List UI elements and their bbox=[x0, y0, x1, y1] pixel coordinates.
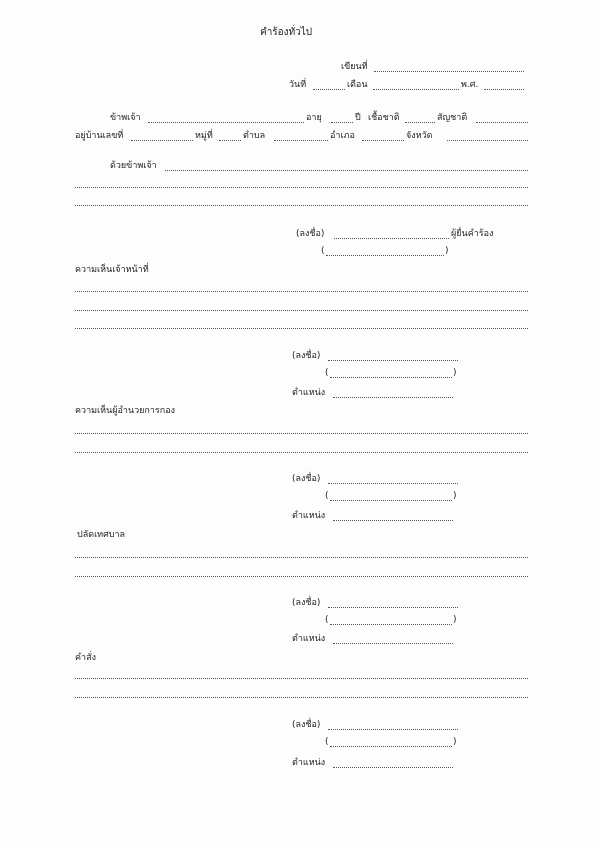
request-field-3[interactable] bbox=[75, 205, 528, 206]
house-no-label: อยู่บ้านเลขที่ bbox=[75, 131, 124, 141]
applicant-printed-name-field[interactable] bbox=[326, 255, 444, 256]
years-label: ปี bbox=[355, 113, 361, 123]
moo-field[interactable] bbox=[219, 140, 241, 141]
officer-opinion-field-2[interactable] bbox=[75, 310, 528, 311]
month-label: เดือน bbox=[347, 80, 368, 90]
officer-signature-field[interactable] bbox=[328, 360, 458, 361]
nationality-field[interactable] bbox=[476, 122, 528, 123]
director-open-paren: ( bbox=[325, 491, 329, 501]
amphoe-field[interactable] bbox=[362, 140, 404, 141]
written-at-label: เขียนที่ bbox=[341, 62, 368, 72]
house-no-field[interactable] bbox=[131, 140, 193, 141]
director-position-label: ตำแหน่ง bbox=[292, 511, 326, 521]
order-field-2[interactable] bbox=[75, 697, 528, 698]
moo-label: หมู่ที่ bbox=[195, 131, 213, 141]
order-heading: คำสั่ง bbox=[75, 653, 96, 663]
tambon-label: ตำบล bbox=[243, 131, 266, 141]
clerk-close-paren: ) bbox=[453, 615, 457, 625]
year-label: พ.ศ. bbox=[461, 80, 479, 90]
amphoe-label: อำเภอ bbox=[330, 131, 355, 141]
applicant-sign-label: (ลงชื่อ) bbox=[296, 229, 325, 239]
director-opinion-field-1[interactable] bbox=[75, 433, 528, 434]
tambon-field[interactable] bbox=[274, 140, 328, 141]
form-title: คำร้องทั่วไป bbox=[260, 27, 313, 38]
order-position-label: ตำแหน่ง bbox=[292, 758, 326, 768]
officer-close-paren: ) bbox=[453, 368, 457, 378]
officer-opinion-heading: ความเห็นเจ้าหน้าที่ bbox=[75, 265, 149, 275]
year-field[interactable] bbox=[484, 89, 524, 90]
clerk-opinion-field-2[interactable] bbox=[75, 576, 528, 577]
officer-open-paren: ( bbox=[325, 368, 329, 378]
date-label: วันที่ bbox=[289, 80, 307, 90]
officer-opinion-field-1[interactable] bbox=[75, 291, 528, 292]
order-open-paren: ( bbox=[325, 737, 329, 747]
clerk-signature-field[interactable] bbox=[328, 607, 458, 608]
officer-opinion-field-3[interactable] bbox=[75, 328, 528, 329]
director-position-field[interactable] bbox=[333, 520, 453, 521]
applicant-signature-field[interactable] bbox=[334, 238, 449, 239]
ethnicity-field[interactable] bbox=[405, 122, 435, 123]
director-opinion-field-2[interactable] bbox=[75, 452, 528, 453]
order-close-paren: ) bbox=[453, 737, 457, 747]
request-field-1[interactable] bbox=[165, 170, 528, 171]
director-close-paren: ) bbox=[453, 491, 457, 501]
officer-printed-name-field[interactable] bbox=[330, 377, 452, 378]
order-sign-label: (ลงชื่อ) bbox=[292, 720, 321, 730]
applicant-name-label: ข้าพเจ้า bbox=[110, 113, 141, 123]
applicant-role-label: ผู้ยื่นคำร้อง bbox=[451, 229, 494, 239]
request-field-2[interactable] bbox=[75, 187, 528, 188]
applicant-name-field[interactable] bbox=[148, 122, 304, 123]
written-at-field[interactable] bbox=[374, 71, 524, 72]
clerk-opinion-field-1[interactable] bbox=[75, 557, 528, 558]
order-printed-name-field[interactable] bbox=[330, 746, 452, 747]
officer-position-label: ตำแหน่ง bbox=[292, 388, 326, 398]
order-signature-field[interactable] bbox=[328, 729, 458, 730]
clerk-sign-label: (ลงชื่อ) bbox=[292, 598, 321, 608]
month-field[interactable] bbox=[373, 89, 459, 90]
province-field[interactable] bbox=[447, 140, 528, 141]
applicant-close-paren: ) bbox=[445, 246, 449, 256]
age-field[interactable] bbox=[331, 122, 353, 123]
director-printed-name-field[interactable] bbox=[330, 500, 452, 501]
order-position-field[interactable] bbox=[333, 767, 453, 768]
director-sign-label: (ลงชื่อ) bbox=[292, 474, 321, 484]
officer-position-field[interactable] bbox=[333, 397, 453, 398]
director-opinion-heading: ความเห็นผู้อำนวยการกอง bbox=[75, 406, 176, 416]
clerk-position-label: ตำแหน่ง bbox=[292, 634, 326, 644]
officer-sign-label: (ลงชื่อ) bbox=[292, 351, 321, 361]
clerk-open-paren: ( bbox=[325, 615, 329, 625]
applicant-open-paren: ( bbox=[321, 246, 325, 256]
clerk-printed-name-field[interactable] bbox=[330, 624, 452, 625]
clerk-heading: ปลัดเทศบาล bbox=[77, 530, 126, 540]
date-field[interactable] bbox=[313, 89, 345, 90]
request-label: ด้วยข้าพเจ้า bbox=[110, 161, 157, 171]
clerk-position-field[interactable] bbox=[333, 643, 453, 644]
director-signature-field[interactable] bbox=[328, 483, 458, 484]
nationality-label: สัญชาติ bbox=[437, 113, 468, 123]
province-label: จังหวัด bbox=[406, 131, 433, 141]
ethnicity-label: เชื้อชาติ bbox=[368, 113, 400, 123]
order-field-1[interactable] bbox=[75, 678, 528, 679]
age-label: อายุ bbox=[306, 113, 322, 123]
